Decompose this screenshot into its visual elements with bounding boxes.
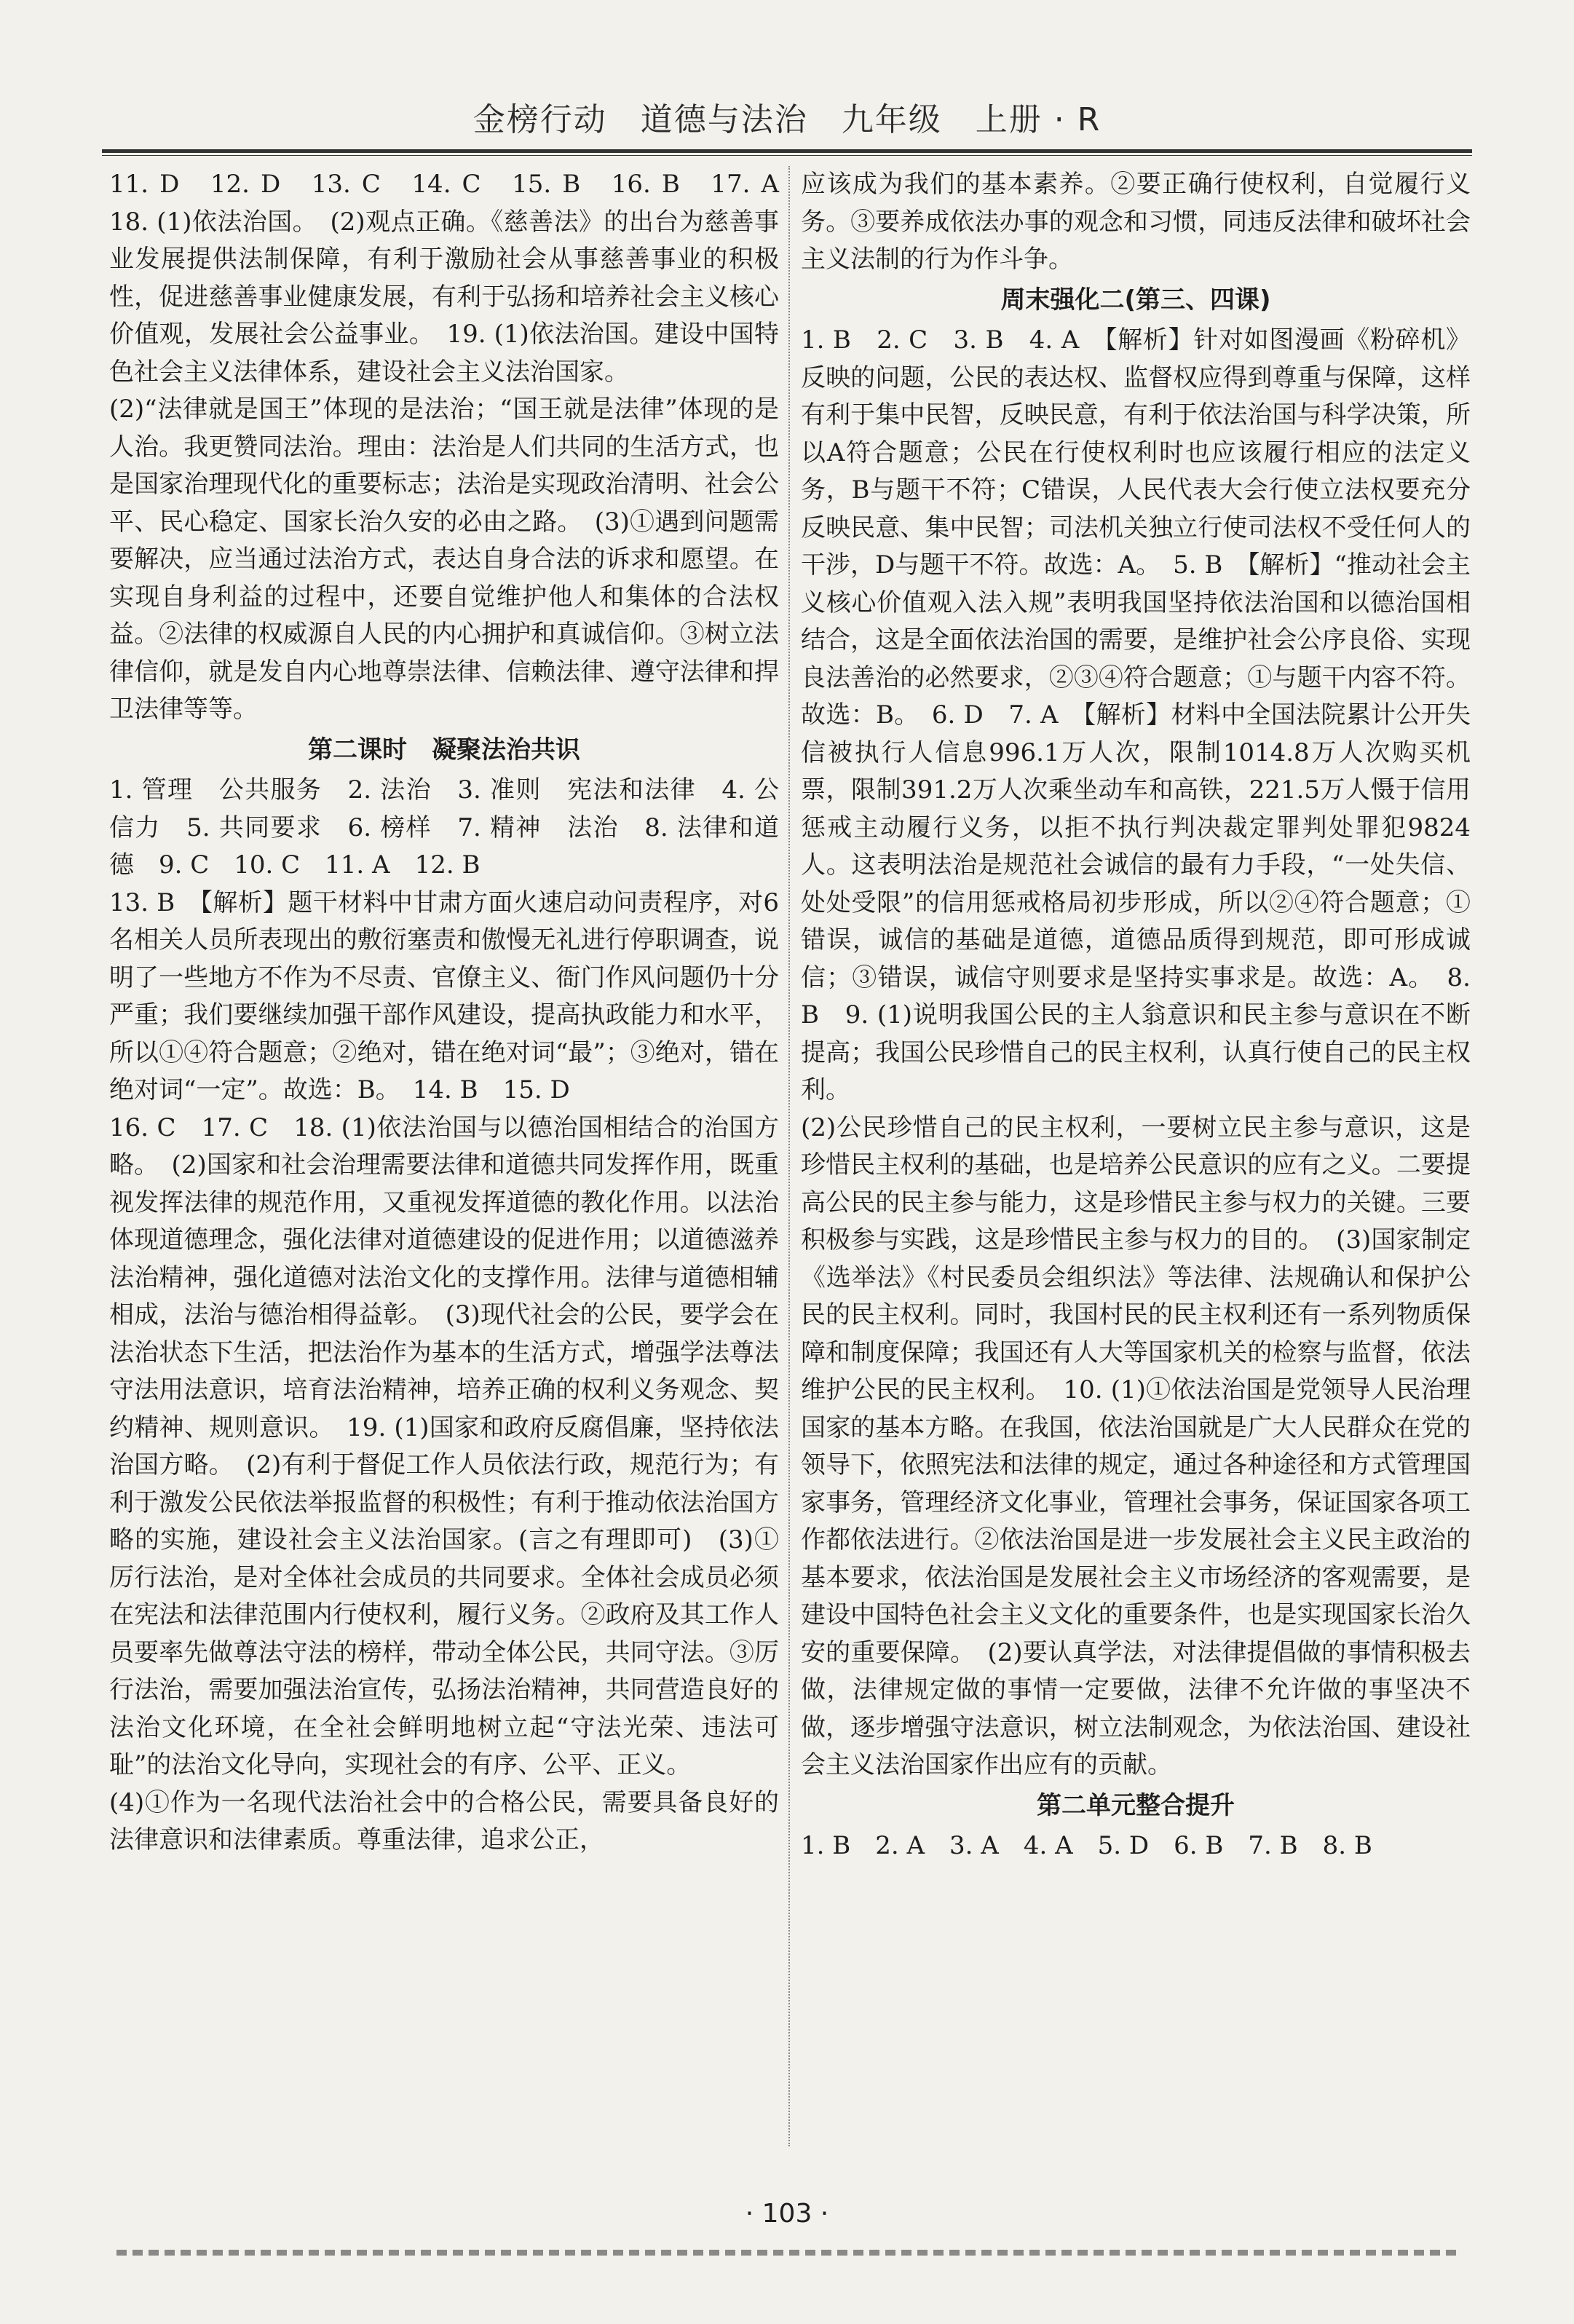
section-heading: 周末强化二(第三、四课): [1000, 285, 1271, 315]
answer-paragraph: 1. B 2. A 3. A 4. A 5. D 6. B 7. B 8. B: [801, 1831, 1372, 1860]
answer-paragraph: 16. C 17. C 18. (1)依法治国与以德治国相结合的治国方略。 (2)国家和社会治理需要法律和道德共同发挥作用，既重视发挥法律的规范作用，又重视发挥道德的教化作用。以法治体现道德理念，强化法律对道德建设的促进作用；以道德滋养法治精神，强化道德对法治文化的支撑作用。法律与道德相辅相成，法治与德治相得益彰。 (3)现代社会的公民，要学会在法治状态下生活，把法治作为基本的生活方式，增强学法尊法守法用法意识，培育法治精神，培养正确的权利义务观念、契约精神、规则意识。 19. (1)国家和政府反腐倡廉，坚持依法治国方略。 (2)有利于督促工作人员依法行政，规范行为；有利于激发公民依法举报监督的积极性；有利于推动依法治国方略的实施，建设社会主义法治国家。(言之有理即可) (3)①厉行法治，是对全体社会成员的共同要求。全体社会成员必须在宪法和法律范围内行使权利，履行义务。②政府及其工作人员要率先做尊法守法的榜样，带动全体公民，共同守法。③厉行法治，需要加强法治宣传，弘扬法治精神，共同营造良好的法治文化环境，在全社会鲜明地树立起“守法光荣、违法可耻”的法治文化导向，实现社会的有序、公平、正义。: [109, 1112, 779, 1779]
answer-paragraph: 13. B 【解析】题干材料中甘肃方面火速启动问责程序，对6名相关人员所表现出的敷衍塞责和傲慢无礼进行停职调查，说明了一些地方不作为不尽责、官僚主义、衙门作风问题仍十分严重；我们要继续加强干部作风建设，提高执政能力和水平，所以①④符合题意；②绝对，错在绝对词“最”；③绝对，错在绝对词“一定”。故选：B。 14. B 15. D: [109, 888, 779, 1104]
page-number: · 103 ·: [745, 2199, 829, 2229]
column-divider: [788, 166, 790, 2146]
answer-paragraph: 1. B 2. C 3. B 4. A 【解析】针对如图漫画《粉碎机》反映的问题，公民的表达权、监督权应得到尊重与保障，这样有利于集中民智，反映民意，有利于依法治国与科学决策，所以A符合题意；公民在行使权利时也应该履行相应的法定义务，B与题干不符；C错误，人民代表大会行使立法权要充分反映民意、集中民智；司法机关独立行使司法权不受任何人的干涉，D与题干不符。故选：A。 5. B 【解析】“推动社会主义核心价值观入法入规”表明我国坚持依法治国和以德治国相结合，这是全面依法治国的需要，是维护社会公序良俗、实现良法善治的必然要求，②③④符合题意；①与题干内容不符。故选：B。 6. D 7. A 【解析】材料中全国法院累计公开失信被执行人信息996.1万人次，限制1014.8万人次购买机票，限制391.2万人次乘坐动车和高铁，221.5万人慑于信用惩戒主动履行义务，以拒不执行判决裁定罪判处罪犯9824人。这表明法治是规范社会诚信的最有力手段，“一处失信、处处受限”的信用惩戒格局初步形成，所以②④符合题意；①错误，诚信的基础是道德，道德品质得到规范，即可形成诚信；③错误，诚信守则要求是坚持实事求是。故选：A。 8. B 9. (1)说明我国公民的主人翁意识和民主参与意识在不断提高；我国公民珍惜自己的民主权利，认真行使自己的民主权利。: [801, 325, 1471, 1104]
answer-paragraph: (4)①作为一名现代法治社会中的合格公民，需要具备良好的法律意识和法律素质。尊重法律，追求公正，: [109, 1787, 779, 1854]
running-header: 金榜行动 道德与法治 九年级 上册 · R: [472, 101, 1102, 138]
answer-paragraph: 11. D 12. D 13. C 14. C 15. B 16. B 17. A 18. (1)依法治国。 (2)观点正确。《慈善法》的出台为慈善事业发展提供法制保障，有利于激励社会从事慈善事业的积极性，促进慈善事业健康发展，有利于弘扬和培养社会主义核心价值观，发展社会公益事业。 19. (1)依法治国。建设中国特色社会主义法律体系，建设社会主义法治国家。: [109, 170, 804, 387]
header-rule: [102, 149, 1472, 156]
answer-paragraph: (2)公民珍惜自己的民主权利，一要树立民主参与意识，这是珍惜民主权利的基础，也是培养公民意识的应有之义。二要提高公民的民主参与能力，这是珍惜民主参与权力的关键。三要积极参与实践，这是珍惜民主参与权力的目的。 (3)国家制定《选举法》《村民委员会组织法》等法律、法规确认和保护公民的民主权利。同时，我国村民的民主权利还有一系列物质保障和制度保障；我国还有人大等国家机关的检察与监督，依法维护公民的民主权利。 10. (1)①依法治国是党领导人民治理国家的基本方略。在我国，依法治国就是广大人民群众在党的领导下，依照宪法和法律的规定，通过各种途径和方式管理国家事务，管理经济文化事业，管理社会事务，保证国家各项工作都依法进行。②依法治国是进一步发展社会主义民主政治的基本要求，依法治国是发展社会主义市场经济的客观需要，是建设中国特色社会主义文化的重要条件，也是实现国家长治久安的重要保障。 (2)要认真学法，对法律提倡做的事情积极去做，法律规定做的事情一定要做，法律不允许做的事坚决不做，逐步增强守法意识，树立法制观念，为依法治国、建设社会主义法治国家作出应有的贡献。: [801, 1112, 1471, 1779]
footer-rule: [116, 2250, 1458, 2256]
left-column: [109, 166, 804, 2146]
answer-paragraph: 1. 管理 公共服务 2. 法治 3. 准则 宪法和法律 4. 公信力 5. 共同要求 6. 榜样 7. 精神 法治 8. 法律和道德 9. C 10. C 11. A 12. B: [109, 775, 779, 880]
section-heading: 第二课时 凝聚法治共识: [308, 735, 580, 764]
right-column: [801, 166, 1471, 2146]
answer-paragraph: (2)“法律就是国王”体现的是法治；“国王就是法律”体现的是人治。我更赞同法治。理由：法治是人们共同的生活方式，也是国家治理现代化的重要标志；法治是实现政治清明、社会公平、民心稳定、国家长治久安的必由之路。 (3)①遇到问题需要解决，应当通过法治方式，表达自身合法的诉求和愿望。在实现自身利益的过程中，还要自觉维护他人和集体的合法权益。②法律的权威源自人民的内心拥护和真诚信仰。③树立法律信仰，就是发自内心地尊崇法律、信赖法律、遵守法律和捍卫法律等等。: [109, 395, 779, 724]
answer-paragraph: 应该成为我们的基本素养。②要正确行使权利，自觉履行义务。③要养成依法办事的观念和习惯，同违反法律和破坏社会主义法制的行为作斗争。: [801, 170, 1471, 274]
section-heading: 第二单元整合提升: [1037, 1790, 1235, 1820]
